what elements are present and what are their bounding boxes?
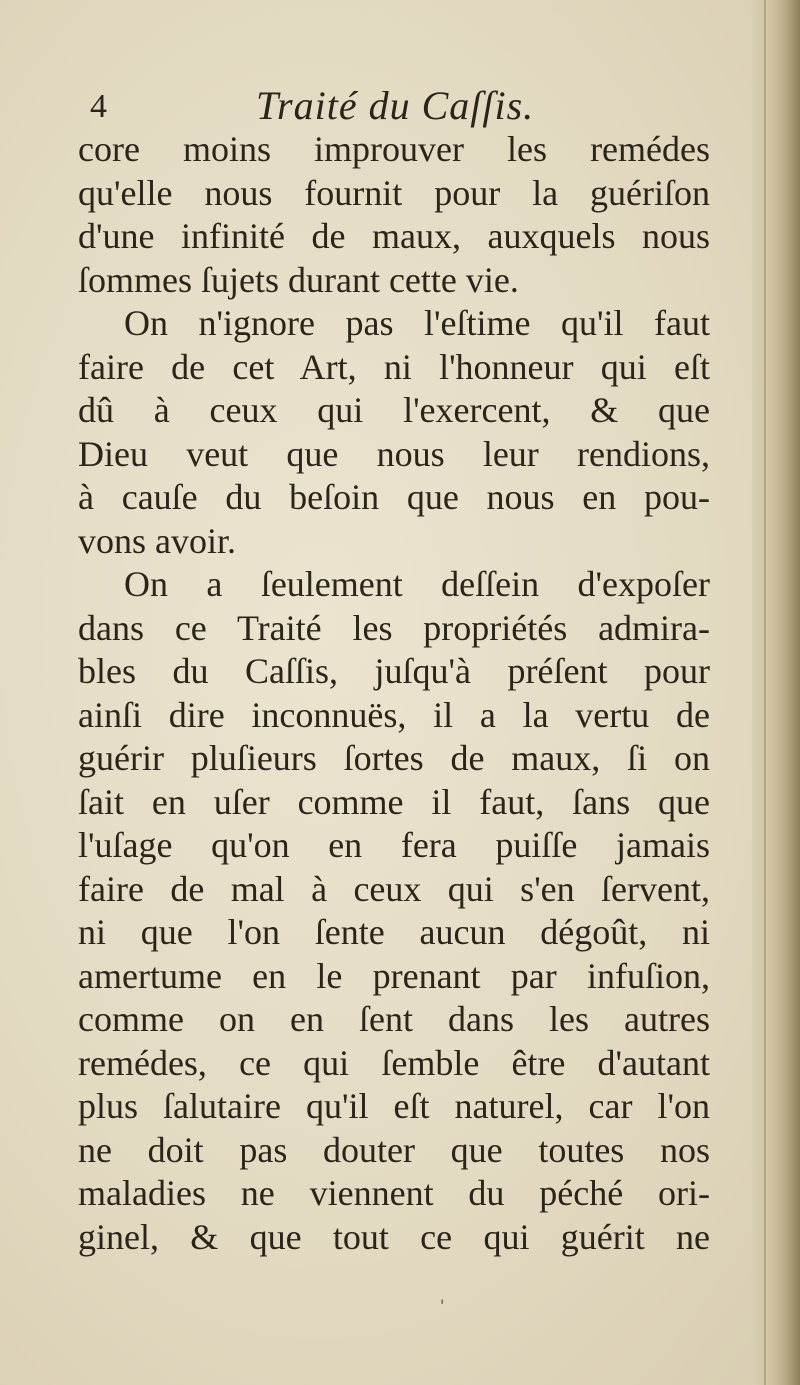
text-line: ni que l'on ſente aucun dégoût, ni xyxy=(78,912,710,952)
ink-speck: ' xyxy=(440,1296,445,1315)
paragraph-first-line: On a ſeulement deſſein d'expoſer xyxy=(124,564,710,604)
text-line: ſait en uſer comme il faut, ſans que xyxy=(78,781,710,822)
page-number: 4 xyxy=(90,88,107,125)
text-line: à cauſe du beſoin que nous en pou- xyxy=(78,477,710,517)
running-title: Traité du Caſſis. xyxy=(256,83,535,128)
text-line: ginel, & que tout ce qui guérit ne xyxy=(78,1216,710,1257)
text-line: amertume en le prenant par infuſion, xyxy=(78,955,710,996)
text-line: qu'elle nous fournit pour la guériſon xyxy=(78,172,710,213)
text-line: guérir pluſieurs ſortes de maux, ſi on xyxy=(78,738,710,778)
text-line: faire de mal à ceux qui s'en ſervent, xyxy=(78,868,710,909)
text-line: ainſi dire inconnuës, il a la vertu de xyxy=(78,694,710,735)
body-text xyxy=(78,128,710,1259)
text-line: dû à ceux qui l'exercent, & que xyxy=(78,390,710,430)
text-line: dans ce Traité les propriétés admira- xyxy=(78,607,710,648)
text-line: ne doit pas douter que toutes nos xyxy=(78,1129,710,1170)
text-line: Dieu veut que nous leur rendions, xyxy=(78,433,710,474)
page-header xyxy=(86,82,706,132)
text-line: maladies ne viennent du péché ori- xyxy=(78,1173,710,1213)
text-line: comme on en ſent dans les autres xyxy=(78,999,710,1039)
text-line: bles du Caſſis, juſqu'à préſent pour xyxy=(78,651,710,691)
gutter-fold-line xyxy=(764,0,766,1385)
text-line: core moins improuver les remédes xyxy=(78,129,710,169)
text-line: faire de cet Art, ni l'honneur qui eſt xyxy=(78,346,710,387)
paragraph-first-line: On n'ignore pas l'eſtime qu'il faut xyxy=(124,303,710,343)
text-line: plus ſalutaire qu'il eſt naturel, car l'on xyxy=(78,1086,710,1126)
text-line: ſommes ſujets durant cette vie. xyxy=(78,259,519,300)
text-line: l'uſage qu'on en fera puiſſe jamais xyxy=(78,825,710,865)
text-line: d'une infinité de maux, auxquels nous xyxy=(78,216,710,256)
text-line: remédes, ce qui ſemble être d'autant xyxy=(78,1042,710,1083)
text-line: vons avoir. xyxy=(78,520,236,561)
page-gutter xyxy=(752,0,800,1385)
